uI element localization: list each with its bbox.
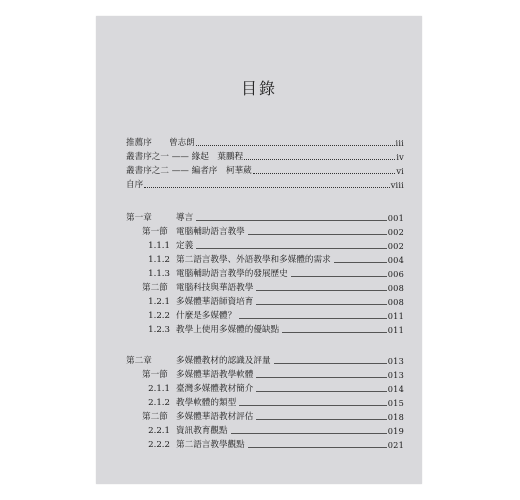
toc-entry-front xyxy=(126,179,404,191)
toc-subsection xyxy=(142,425,404,437)
toc-entry-page: iii xyxy=(395,138,404,148)
toc-section xyxy=(142,226,404,238)
toc-chapter xyxy=(126,212,404,224)
toc-entry-number: 第二節 xyxy=(142,412,168,422)
toc-entry-number: 第一節 xyxy=(142,370,168,380)
toc-entry-page: 011 xyxy=(387,325,404,335)
toc-leader xyxy=(334,262,387,263)
toc-entry-page: 019 xyxy=(387,426,404,436)
toc-entry-label: 資訊教育觀點 xyxy=(176,426,228,436)
toc-entry-label: 教學軟體的類型 xyxy=(176,398,237,408)
toc-entry-front xyxy=(126,165,404,177)
toc-entry-label: 第二語言教學、外語教學和多媒體的需求 xyxy=(176,255,331,265)
toc-subsection xyxy=(142,383,404,395)
toc-entry-number: 2.2.1 xyxy=(148,426,170,436)
toc-leader xyxy=(239,318,387,319)
toc-leader xyxy=(253,173,396,174)
toc-section xyxy=(142,411,404,423)
toc-entry-number: 2.1.2 xyxy=(148,398,170,408)
toc-entry-page: vi xyxy=(396,166,404,176)
book-page xyxy=(96,16,422,484)
toc-entry-label: 推薦序 曾志朗 xyxy=(126,138,195,148)
toc-entry-label: 多媒體華語師資培育 xyxy=(176,297,254,307)
toc-leader xyxy=(196,145,395,146)
toc-entry-number: 1.1.2 xyxy=(148,255,170,265)
toc-entry-label: 導言 xyxy=(176,213,194,223)
toc-entry-label: 多媒體華語教材評估 xyxy=(176,412,254,422)
toc-entry-page: 001 xyxy=(387,213,404,223)
toc-leader xyxy=(256,304,386,305)
toc-entry-label: 定義 xyxy=(176,241,194,251)
toc-leader xyxy=(239,405,387,406)
toc-subsection xyxy=(142,397,404,409)
toc-entry-page: 008 xyxy=(387,283,404,293)
toc-entry-page: 011 xyxy=(387,311,404,321)
toc-entry-page: 004 xyxy=(387,255,404,265)
toc-entry-label: 自序 xyxy=(126,180,144,190)
toc-entry-number: 1.2.2 xyxy=(148,311,170,321)
toc-entry-number: 第二節 xyxy=(142,283,168,293)
page-title: 目錄 xyxy=(240,79,277,98)
toc-subsection xyxy=(142,439,404,451)
toc-leader xyxy=(256,419,386,420)
toc-leader xyxy=(256,391,386,392)
toc-entry-page: 014 xyxy=(387,384,404,394)
toc-entry-page: 008 xyxy=(387,297,404,307)
toc-entry-number: 第一章 xyxy=(126,213,152,223)
toc-leader xyxy=(256,290,386,291)
toc-leader xyxy=(274,363,387,364)
toc-leader xyxy=(256,377,386,378)
toc-subsection xyxy=(142,268,404,280)
toc-section xyxy=(142,282,404,294)
toc-subsection xyxy=(142,324,404,336)
toc-leader xyxy=(196,220,387,221)
toc-entry-label: 電腦輔助語言教學 xyxy=(176,227,245,237)
toc-entry-page: 018 xyxy=(387,412,404,422)
toc-entry-page: 013 xyxy=(387,356,404,366)
toc-entry-label: 叢書序之二 —— 編者序 柯華葳 xyxy=(126,166,252,176)
toc-entry-label: 多媒體華語教學軟體 xyxy=(176,370,254,380)
toc-entry-label: 第二語言教學觀點 xyxy=(176,440,245,450)
toc-leader xyxy=(244,159,395,160)
toc-entry-front xyxy=(126,137,404,149)
toc-entry-page: 002 xyxy=(387,241,404,251)
toc-entry-number: 2.2.2 xyxy=(148,440,170,450)
toc-entry-label: 電腦輔助語言教學的發展歷史 xyxy=(176,269,288,279)
toc-leader xyxy=(282,332,387,333)
toc-leader xyxy=(291,276,387,277)
toc-leader xyxy=(248,234,387,235)
toc-entry-page: 015 xyxy=(387,398,404,408)
toc-entry-number: 1.1.3 xyxy=(148,269,170,279)
toc-entry-page: 021 xyxy=(387,440,404,450)
toc-entry-page: 013 xyxy=(387,370,404,380)
toc-entry-label: 叢書序之一 —— 緣起 葉鵬程 xyxy=(126,152,244,162)
toc-entry-number: 1.2.1 xyxy=(148,297,170,307)
toc-leader xyxy=(248,447,387,448)
toc-entry-label: 電腦科技與華語教學 xyxy=(176,283,254,293)
toc-entry-number: 1.2.3 xyxy=(148,325,170,335)
toc-subsection xyxy=(142,310,404,322)
toc-entry-page: iv xyxy=(396,152,404,162)
toc-entry-label: 多媒體教材的認識及評量 xyxy=(176,356,271,366)
toc-subsection xyxy=(142,296,404,308)
toc-section xyxy=(142,369,404,381)
toc-entry-number: 第一節 xyxy=(142,227,168,237)
toc-subsection xyxy=(142,254,404,266)
toc-entry-page: 002 xyxy=(387,227,404,237)
toc-entry-label: 臺灣多媒體教材簡介 xyxy=(176,384,254,394)
toc-leader xyxy=(144,187,390,188)
toc-entry-number: 1.1.1 xyxy=(148,241,170,251)
toc-entry-page: 006 xyxy=(387,269,404,279)
toc-leader xyxy=(231,433,387,434)
toc-entry-front xyxy=(126,151,404,163)
toc-entry-page: viii xyxy=(390,180,404,190)
toc-entry-number: 2.1.1 xyxy=(148,384,170,394)
toc-entry-label: 什麼是多媒體？ xyxy=(176,311,237,321)
toc-leader xyxy=(196,248,387,249)
toc-subsection xyxy=(142,240,404,252)
toc-chapter xyxy=(126,355,404,367)
toc-entry-label: 教學上使用多媒體的優缺點 xyxy=(176,325,280,335)
toc-entry-number: 第二章 xyxy=(126,356,152,366)
